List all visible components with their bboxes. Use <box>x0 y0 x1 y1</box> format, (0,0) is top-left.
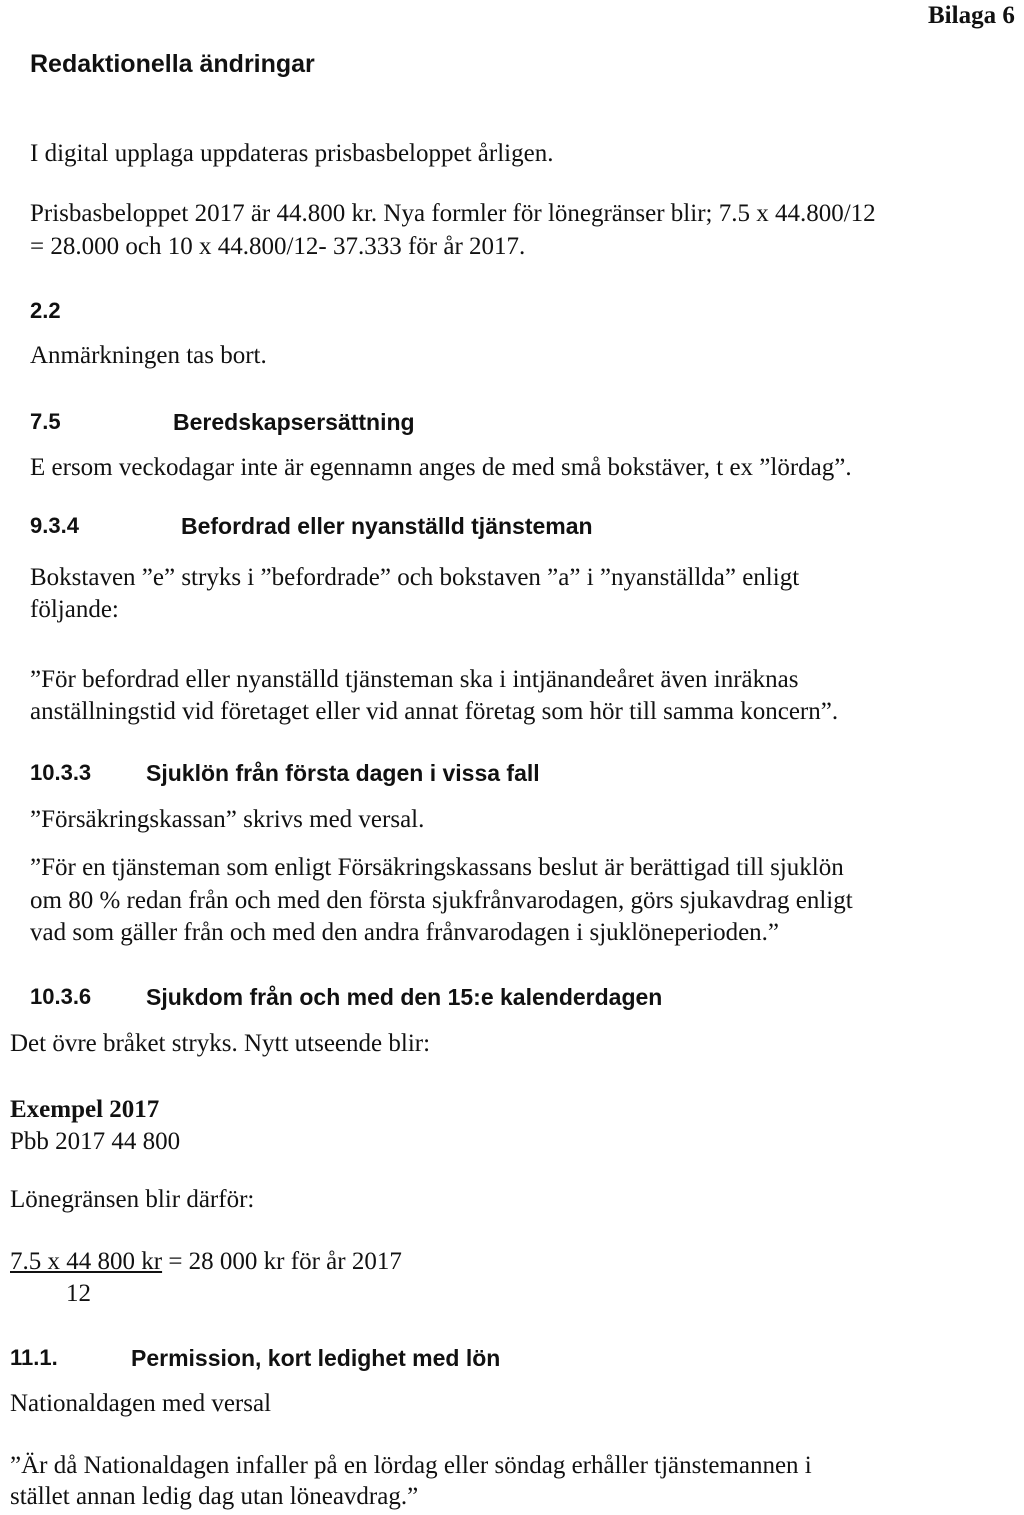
section-9-3-4-text-line-2: följande: <box>30 596 119 623</box>
section-10-3-3-quote-line-1: ”För en tjänsteman som enligt Försäkringskassans beslut är berättigad till sjuklön <box>30 854 844 881</box>
section-number-9-3-4: 9.3.4 <box>30 513 79 538</box>
page-title: Redaktionella ändringar <box>30 50 315 78</box>
formula-numerator: 7.5 x 44 800 kr <box>10 1248 163 1275</box>
section-10-3-6-text: Det övre bråket stryks. Nytt utseende blir: <box>10 1030 431 1057</box>
section-11-1-quote-line-2: stället annan ledig dag utan löneavdrag.” <box>10 1483 419 1510</box>
appendix-label: Bilaga 6 <box>928 2 1015 29</box>
section-9-3-4-quote-line-1: ”För befordrad eller nyanställd tjänsteman ska i intjänandeåret även inräknas <box>30 666 799 693</box>
section-9-3-4-text-line-1: Bokstaven ”e” stryks i ”befordrade” och bokstaven ”a” i ”nyanställda” enligt <box>30 564 800 591</box>
section-number-10-3-3: 10.3.3 <box>30 760 92 785</box>
section-11-1-quote-line-1: ”Är då Nationaldagen infaller på en lördag eller söndag erhåller tjänstemannen i <box>10 1452 812 1479</box>
intro-paragraph-1: I digital upplaga uppdateras prisbasbeloppet årligen. <box>30 140 554 167</box>
section-11-1-text: Nationaldagen med versal <box>10 1390 272 1417</box>
example-title: Exempel 2017 <box>10 1096 160 1123</box>
section-number-2-2: 2.2 <box>30 298 61 323</box>
section-2-2-text: Anmärkningen tas bort. <box>30 342 267 369</box>
intro-paragraph-2-line-1: Prisbasbeloppet 2017 är 44.800 kr. Nya formler för lönegränser blir; 7.5 x 44.800/12 <box>30 200 876 227</box>
intro-paragraph-2-line-2: = 28.000 och 10 x 44.800/12- 37.333 för år 2017. <box>30 233 526 260</box>
section-7-5-text: E ersom veckodagar inte är egennamn anges de med små bokstäver, t ex ”lördag”. <box>30 454 852 481</box>
section-10-3-6-title: Sjukdom från och med den 15:e kalenderdagen <box>146 984 663 1010</box>
formula-result: = 28 000 kr för år 2017 <box>162 1248 402 1275</box>
section-10-3-3-title: Sjuklön från första dagen i vissa fall <box>146 760 540 786</box>
limit-text: Lönegränsen blir därför: <box>10 1186 255 1213</box>
section-11-1-title: Permission, kort ledighet med lön <box>131 1345 501 1371</box>
section-number-11-1: 11.1. <box>10 1345 58 1370</box>
formula-denominator: 12 <box>66 1280 91 1307</box>
section-9-3-4-quote-line-2: anställningstid vid företaget eller vid annat företag som hör till samma koncern”. <box>30 698 839 725</box>
example-pbb: Pbb 2017 44 800 <box>10 1128 181 1155</box>
section-10-3-3-quote-line-3: vad som gäller från och med den andra frånvarodagen i sjuklöneperioden.” <box>30 919 780 946</box>
section-number-7-5: 7.5 <box>30 409 61 434</box>
section-10-3-3-text: ”Försäkringskassan” skrivs med versal. <box>30 806 425 833</box>
section-9-3-4-title: Befordrad eller nyanställd tjänsteman <box>181 513 593 539</box>
section-10-3-3-quote-line-2: om 80 % redan från och med den första sjukfrånvarodagen, görs sjukavdrag enligt <box>30 887 853 914</box>
section-7-5-title: Beredskapsersättning <box>173 409 415 435</box>
section-number-10-3-6: 10.3.6 <box>30 984 92 1009</box>
formula <box>10 1246 402 1278</box>
